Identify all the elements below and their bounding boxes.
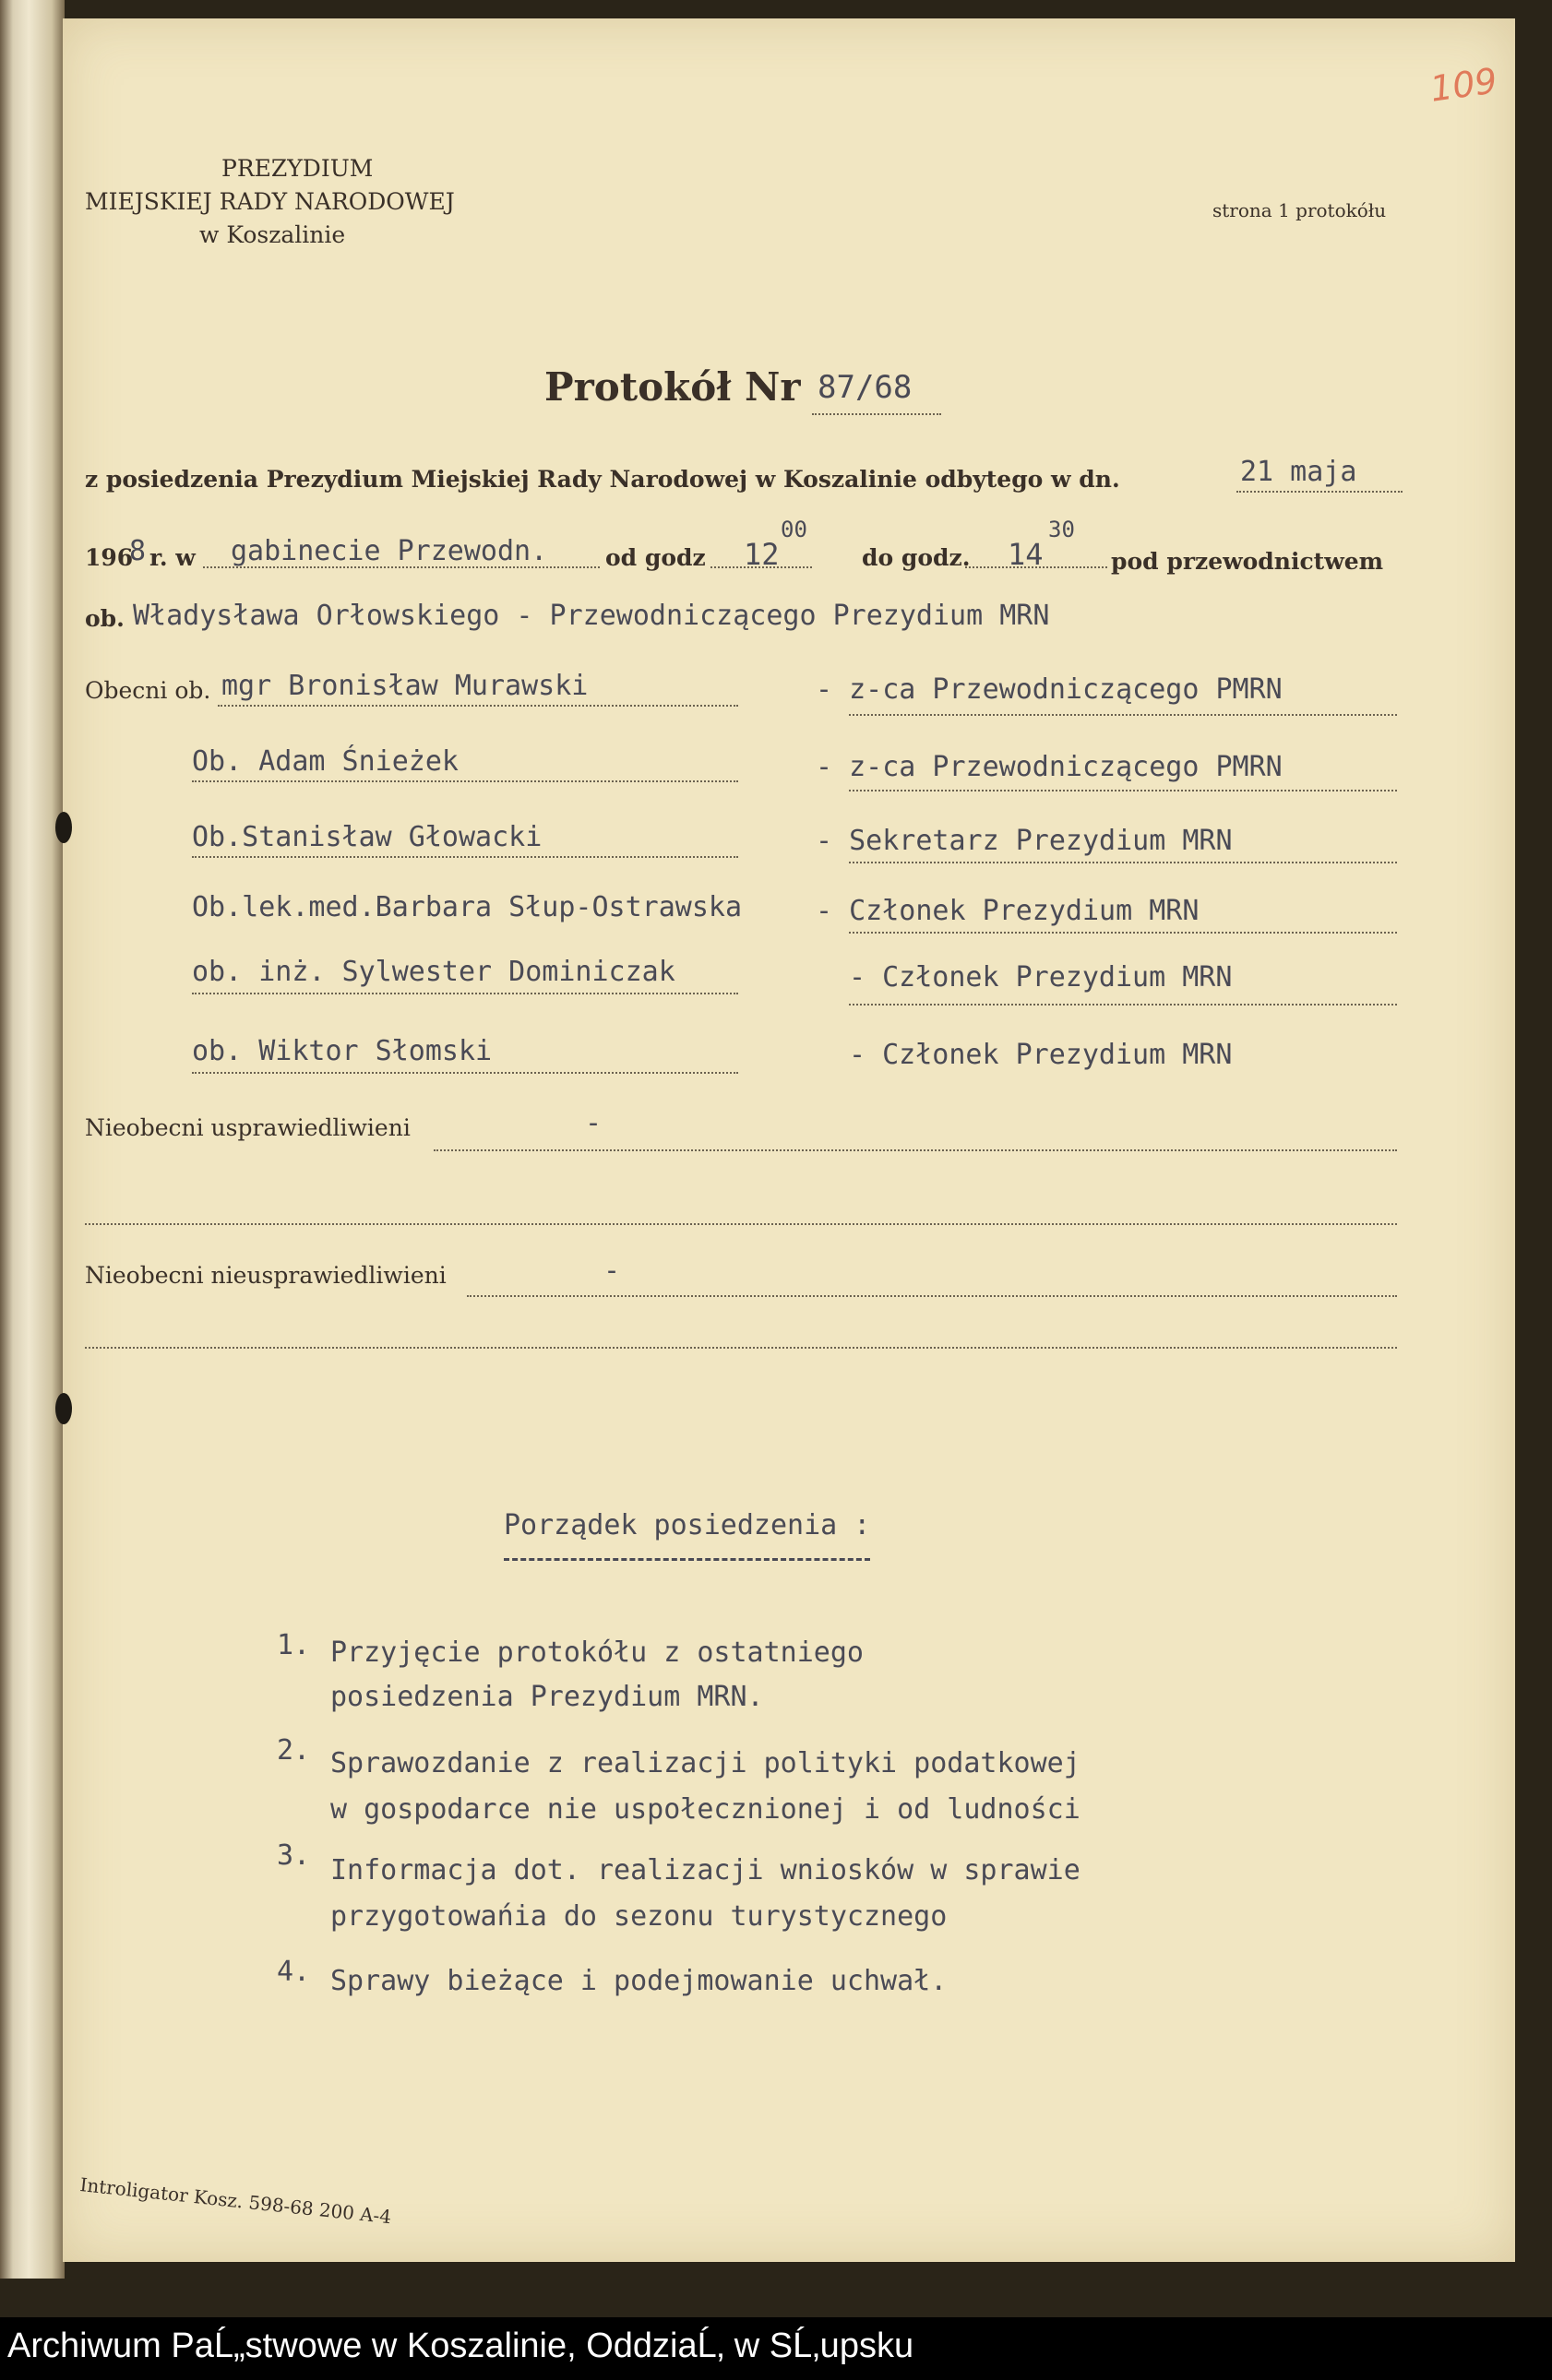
absent-dots [85, 1223, 1397, 1225]
meeting-intro: z posiedzenia Prezydium Miejskiej Rady Narodowej w Koszalinie odbytego w dn. [85, 466, 1120, 493]
agenda-title: Porządek posiedzenia : [504, 1509, 870, 1561]
ob-label: ob. [85, 605, 125, 632]
member-dots [192, 856, 738, 858]
page-label: strona 1 protokółu [1212, 199, 1387, 221]
member-role: - Sekretarz Prezydium MRN [816, 825, 1233, 857]
to-minute: 30 [1048, 517, 1075, 542]
agenda-item-line: Sprawy bieżące i podejmowanie uchwał. [330, 1965, 948, 1997]
member-name: Ob.lek.med.Barbara Słup-Ostrawska [192, 891, 743, 923]
role-dots [849, 1004, 1397, 1006]
role-dots [849, 714, 1397, 716]
chair-label: pod przewodnictwem [1111, 548, 1384, 575]
from-dots [710, 566, 812, 568]
title-underline [812, 413, 941, 415]
archive-caption: Archiwum PaĹ„stwowe w Koszalinie, OddziaĹ‚ w SĹ‚upsku [7, 2326, 914, 2365]
meeting-date: 21 maja [1240, 456, 1357, 488]
agenda-item-line: Informacja dot. realizacji wniosków w sprawie [330, 1854, 1080, 1886]
agenda-item-line: w gospodarce nie uspołecznionej i od ludności [330, 1793, 1080, 1826]
member-name: mgr Bronisław Murawski [221, 670, 589, 702]
meeting-place: gabinecie Przewodn. [231, 535, 548, 567]
from-hour: 12 [744, 537, 780, 572]
agenda-item-number: 1. [277, 1629, 311, 1661]
printer-note: Introligator Kosz. 598-68 200 A-4 [78, 2173, 393, 2229]
member-dots [192, 993, 738, 994]
place-dots [203, 566, 600, 568]
member-name: Ob. Adam Śnieżek [192, 745, 459, 778]
member-role: - Członek Prezydium MRN [849, 961, 1233, 994]
handwritten-page-number: 109 [1427, 60, 1500, 110]
from-label: od godz [605, 544, 706, 571]
punch-hole [55, 1393, 72, 1424]
to-label: do godz. [862, 544, 971, 571]
agenda-item-number: 4. [277, 1956, 311, 1988]
absent-excused-label: Nieobecni usprawiedliwieni [85, 1114, 411, 1141]
org-line-1: PREZYDIUM [221, 155, 374, 182]
role-dots [849, 790, 1397, 791]
member-name: ob. Wiktor Słomski [192, 1035, 493, 1067]
absent-dots [434, 1149, 1397, 1151]
member-name: Ob.Stanisław Głowacki [192, 821, 543, 853]
to-dots [965, 566, 1107, 568]
member-role: - Członek Prezydium MRN [849, 1039, 1233, 1071]
member-role: - z-ca Przewodniczącego PMRN [816, 673, 1283, 706]
absent-dots [85, 1347, 1397, 1349]
member-dots [192, 780, 738, 782]
punch-hole [55, 812, 72, 843]
member-name: ob. inż. Sylwester Dominiczak [192, 956, 675, 988]
agenda-item-line: Sprawozdanie z realizacji polityki podatkowej [330, 1747, 1080, 1779]
role-dots [849, 862, 1397, 863]
agenda-item-number: 2. [277, 1734, 311, 1767]
date-dots [1236, 491, 1403, 493]
absent-dots [467, 1295, 1397, 1297]
member-role: - z-ca Przewodniczącego PMRN [816, 751, 1283, 783]
chairperson: Władysława Orłowskiego - Przewodniczącego Prezydium MRN [133, 600, 1050, 632]
org-line-3: w Koszalinie [199, 221, 346, 248]
protocol-number: 87/68 [818, 369, 913, 406]
member-role: - Członek Prezydium MRN [816, 895, 1200, 927]
absent-unexcused-label: Nieobecni nieusprawiedliwieni [85, 1262, 447, 1289]
agenda-item-line: Przyjęcie protokółu z ostatniego [330, 1636, 864, 1669]
member-dots [192, 1072, 738, 1074]
binding-edge [0, 0, 65, 2279]
year-suffix: r. w [149, 544, 196, 571]
year-prefix: 196 [85, 544, 134, 571]
agenda-item-line: posiedzenia Prezydium MRN. [330, 1681, 764, 1713]
agenda-item-number: 3. [277, 1839, 311, 1872]
org-line-2: MIEJSKIEJ RADY NARODOWEJ [85, 188, 455, 215]
year-digit: 8 [129, 535, 147, 567]
role-dots [849, 932, 1397, 934]
agenda-item-line: przygotowańia do sezonu turystycznego [330, 1900, 948, 1933]
absent-unexcused-value: - [603, 1255, 621, 1287]
to-hour: 14 [1008, 537, 1044, 572]
absent-excused-value: - [585, 1107, 603, 1139]
member-dots [218, 705, 738, 707]
present-label: Obecni ob. [85, 677, 211, 704]
from-minute: 00 [781, 517, 807, 542]
protocol-title: Protokół Nr [544, 364, 801, 410]
